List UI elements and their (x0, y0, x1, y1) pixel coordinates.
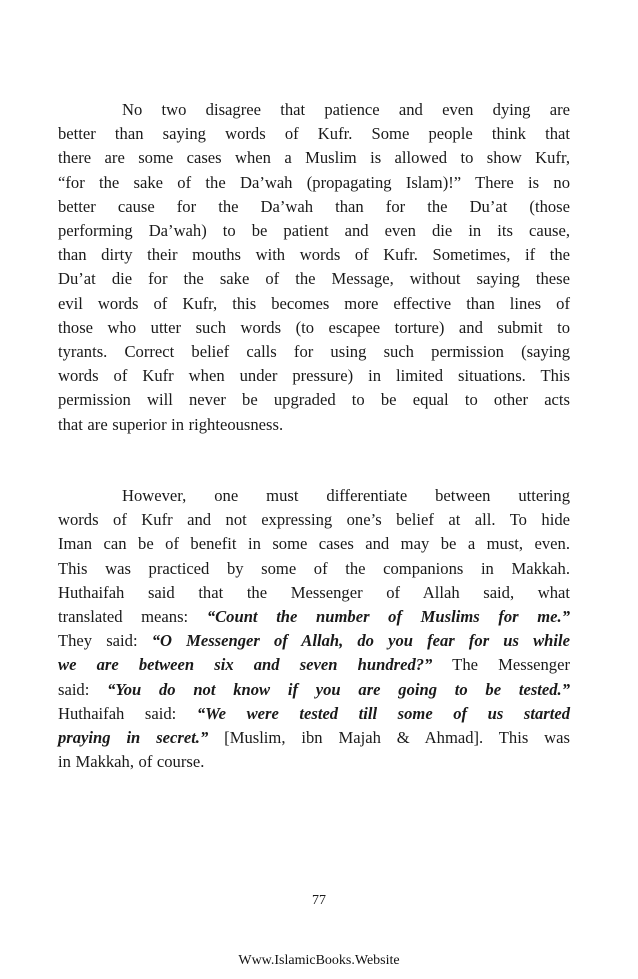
text-line: “for the sake of the Da’wah (propagating Islam)!” There is no (58, 172, 570, 192)
text-line: better than saying words of Kufr. Some people think that (58, 124, 570, 144)
hadith-quote: “We were tested till some of us started (196, 703, 570, 723)
text-line: better cause for the Da’wah than for the Du’at (those (58, 196, 570, 216)
text-line: words of Kufr when under pressure) in limited situations. This (58, 366, 570, 386)
text-line: words of Kufr and not expressing one’s belief at all. To hide (58, 510, 570, 530)
text-line: than dirty their mouths with words of Kufr. Sometimes, if the (58, 245, 570, 265)
text-line (58, 726, 570, 750)
text-line: Huthaifah said that the Messenger of Allah said, what (58, 582, 570, 602)
text-line (58, 702, 570, 726)
text-line (58, 629, 570, 653)
text-line: permission will never be upgraded to be equal to other acts (58, 390, 570, 410)
footer-website: Www.IslamicBooks.Website (238, 953, 400, 968)
text-line: tyrants. Correct belief calls for using such permission (saying (58, 342, 570, 362)
text-line: there are some cases when a Muslim is allowed to show Kufr, (58, 148, 570, 168)
hadith-quote: “Count the number of Muslims for me.” (206, 607, 570, 627)
line-text: Huthaifah said: (58, 703, 197, 723)
citation-text: [Muslim, ibn Majah & Ahmad]. This was (208, 728, 570, 748)
text-line: However, one must differentiate between uttering (122, 486, 570, 505)
hadith-quote: “O Messenger of Allah, do you fear for us while (151, 631, 570, 651)
text-line: performing Da’wah) to be patient and even die in its cause, (58, 221, 570, 241)
text-line: evil words of Kufr, this becomes more effective than lines of (58, 293, 570, 313)
page-number: 77 (312, 893, 326, 908)
line-text: They said: (58, 631, 152, 651)
text-line: that are superior in righteousness. (58, 414, 284, 434)
text-line: Iman can be of benefit in some cases and may be a must, even. (58, 534, 570, 554)
text-line: This was practiced by some of the companions in Makkah. (58, 558, 570, 578)
line-text: translated means: (58, 607, 207, 627)
paragraph-1 (58, 98, 570, 437)
line-text: The Messenger (432, 655, 570, 675)
text-line: in Makkah, of course. (58, 752, 205, 772)
line-text: said: (58, 679, 108, 699)
hadith-quote: “You do not know if you are going to be tested.” (107, 679, 571, 699)
text-line: those who utter such words (to escapee torture) and submit to (58, 317, 570, 337)
text-line: Du’at die for the sake of the Message, without saying these (58, 269, 570, 289)
hadith-quote: praying in secret.” (58, 728, 209, 748)
text-line (58, 653, 570, 677)
text-line: No two disagree that patience and even dying are (122, 100, 570, 119)
text-line (58, 605, 570, 629)
text-line (58, 678, 570, 702)
hadith-quote: we are between six and seven hundred?” (58, 655, 433, 675)
paragraph-2 (58, 484, 570, 774)
